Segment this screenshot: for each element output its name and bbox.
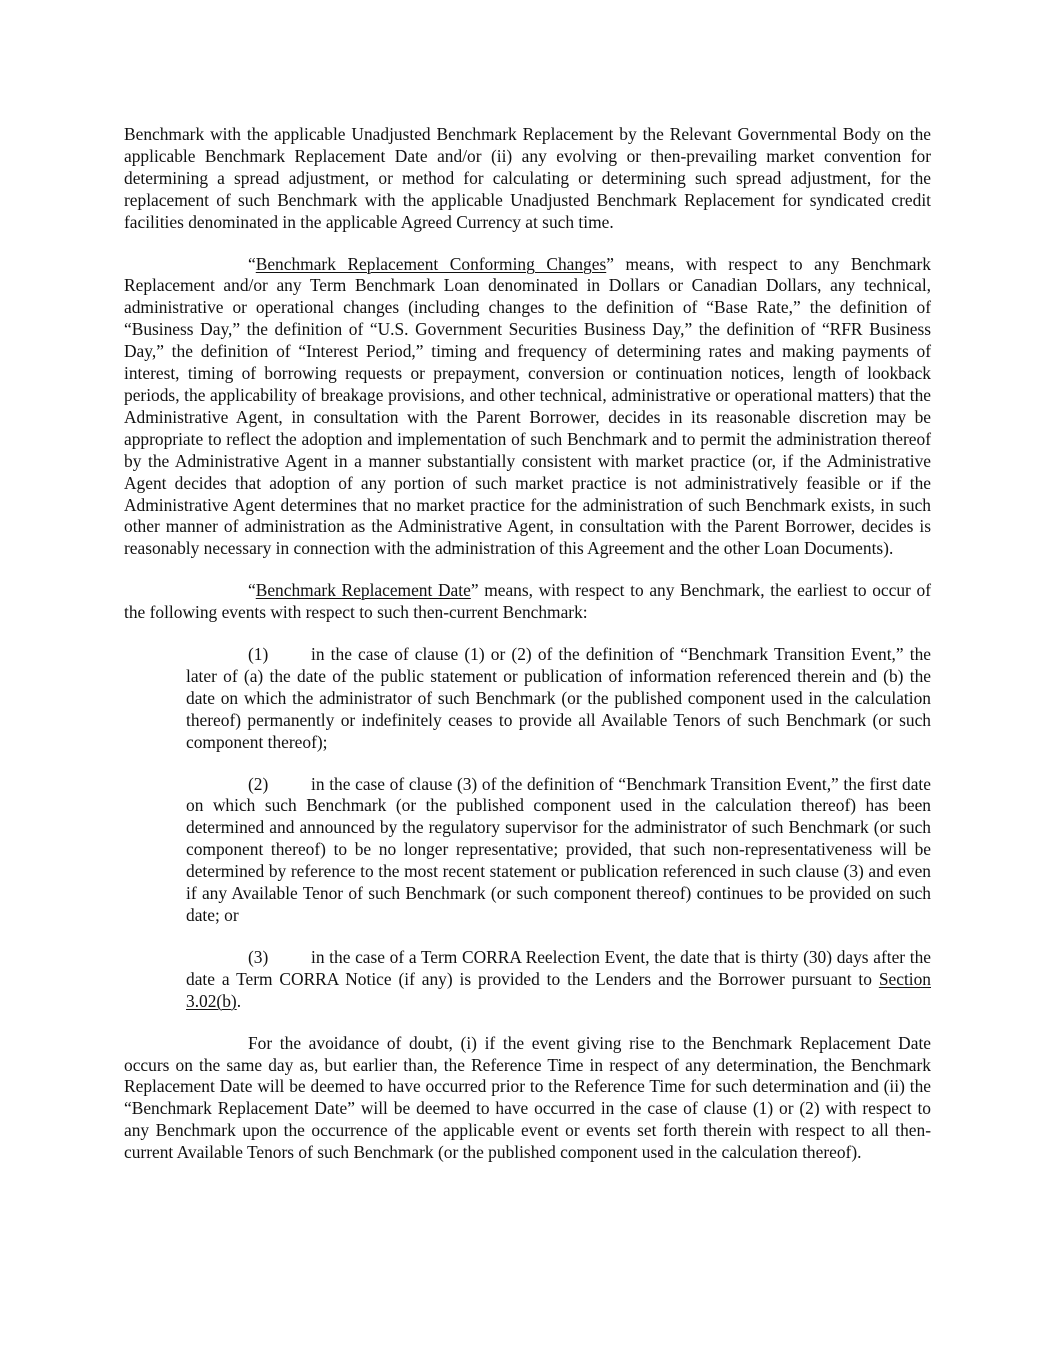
clause-2 [186, 774, 931, 927]
paragraph-continuation: Benchmark with the applicable Unadjusted Benchmark Replacement by the Relevant Governmental Body on the applicable Benchmark Replacement Date and/or (ii) any evolving or then-prevailing market convention for determining a spread adjustment, or method for calculating or determining such spread adjustment, for the replacement of such Benchmark with the applicable Unadjusted Benchmark Replacement for syndicated credit facilities denominated in the applicable Agreed Currency at such time. [124, 124, 931, 232]
clause-text: in the case of clause (1) or (2) of the definition of “Benchmark Transition Event,” the later of (a) the date of the public statement or publication of information referenced therein and (b) the date on which the administrator of such Benchmark (or the published component used in the calculation thereof) permanently or indefinitely ceases to provide all Available Tenors of such Benchmark (or such component thereof); [186, 644, 931, 752]
open-quote: “ [248, 253, 256, 274]
definition-replacement-date [124, 580, 931, 624]
clause-end: . [236, 990, 242, 1011]
clause-1 [186, 644, 931, 754]
clause-number: (3) [248, 946, 269, 967]
definition-body: ” means, with respect to any Benchmark Replacement and/or any Term Benchmark Loan denominated in Dollars or Canadian Dollars, any technical, administrative or operational changes (including changes to the definition of “Base Rate,” the definition of “Business Day,” the definition of “U.S. Government Securities Business Day,” the definition of “RFR Business Day,” the definition of “Interest Period,” timing and frequency of determining rates and making payments of interest, timing of borrowing requests or prepayment, conversion or continuation notices, length of lookback periods, the applicability of breakage provisions, and other technical, administrative or operational matters) that the Administrative Agent, in consultation with the Parent Borrower, decides in its reasonable discretion may be appropriate to reflect the adoption and implementation of such Benchmark and to permit the administration thereof by the Administrative Agent in a manner substantially consistent with market practice (or, if the Administrative Agent decides that adoption of any portion of such market practice is not administratively feasible or if the Administrative Agent determines that no market practice for the administration of such Benchmark exists, in such other manner of administration as the Administrative Agent, in consultation with the Parent Borrower, decides is reasonably necessary in connection with the administration of this Agreement and the other Loan Documents). [124, 253, 931, 559]
defined-term: Benchmark Replacement Conforming Changes [255, 253, 607, 274]
clause-number: (1) [248, 644, 269, 665]
definition-body: ” means, with respect to any Benchmark, the earliest to occur of the following events with respect to such then-current Benchmark: [124, 580, 931, 623]
definition-conforming-changes [124, 254, 931, 561]
paragraph-avoidance-of-doubt: For the avoidance of doubt, (i) if the event giving rise to the Benchmark Replacement Date occurs on the same day as, but earlier than, the Reference Time in respect of any determination, the Benchmark Replacement Date will be deemed to have occurred prior to the Reference Time for such determination and (ii) the “Benchmark Replacement Date” will be deemed to have occurred in the case of clause (1) or (2) with respect to any Benchmark upon the occurrence of the applicable event or events set forth therein with respect to all then-current Available Tenors of such Benchmark (or the published component used in the calculation thereof). [124, 1032, 931, 1163]
clause-number: (2) [248, 773, 269, 794]
clause-text: in the case of a Term CORRA Reelection Event, the date that is thirty (30) days after the date a Term CORRA Notice (if any) is provided to the Lenders and the Borrower pursuant to [186, 946, 931, 989]
open-quote: “ [248, 580, 256, 601]
clause-text: in the case of clause (3) of the definition of “Benchmark Transition Event,” the first date on which such Benchmark (or the published component used in the calculation thereof) has been determined and announced by the regulatory supervisor for the administrator of such Benchmark (or such component thereof) to be no longer representative; provided, that such non-representativeness will be determined by reference to the most recent statement or publication referenced in such clause (3) and even if any Available Tenor of such Benchmark (or such component thereof) continues to be provided on such date; or [186, 773, 931, 925]
section-reference: Section 3.02(b) [186, 968, 931, 1011]
defined-term: Benchmark Replacement Date [255, 580, 471, 601]
document-page [124, 124, 931, 1184]
clause-3 [186, 947, 931, 1013]
